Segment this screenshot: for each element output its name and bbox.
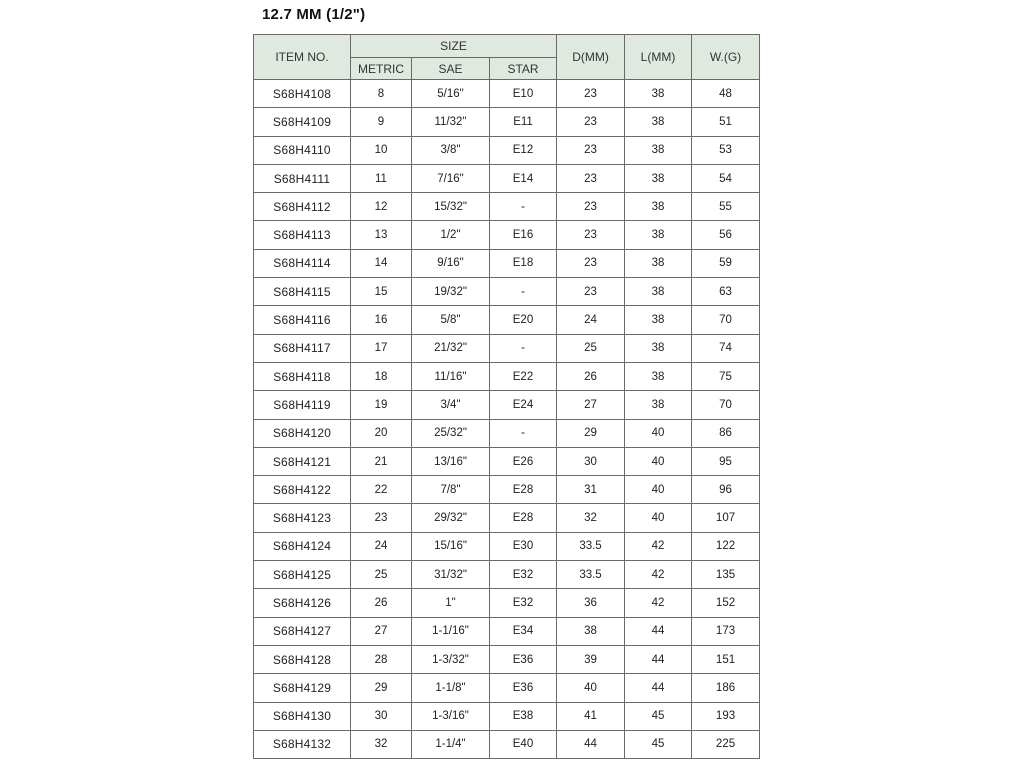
metric-cell: 15 bbox=[351, 278, 412, 306]
star-cell: E24 bbox=[490, 391, 557, 419]
sae-cell: 11/16" bbox=[412, 362, 490, 390]
table-row bbox=[254, 504, 760, 532]
l-mm-cell: 40 bbox=[625, 476, 692, 504]
table-row bbox=[254, 561, 760, 589]
sae-cell: 9/16" bbox=[412, 249, 490, 277]
sae-cell: 3/4" bbox=[412, 391, 490, 419]
weight-cell: 193 bbox=[692, 702, 760, 730]
d-mm-cell: 39 bbox=[557, 645, 625, 673]
star-cell: E11 bbox=[490, 108, 557, 136]
l-mm-cell: 38 bbox=[625, 108, 692, 136]
table-row bbox=[254, 306, 760, 334]
metric-cell: 29 bbox=[351, 674, 412, 702]
table-row bbox=[254, 730, 760, 758]
item-no-cell: S68H4128 bbox=[254, 645, 351, 673]
star-cell: - bbox=[490, 278, 557, 306]
star-cell: - bbox=[490, 419, 557, 447]
metric-cell: 16 bbox=[351, 306, 412, 334]
l-mm-cell: 38 bbox=[625, 334, 692, 362]
d-mm-cell: 23 bbox=[557, 108, 625, 136]
d-mm-cell: 38 bbox=[557, 617, 625, 645]
l-mm-cell: 38 bbox=[625, 164, 692, 192]
l-mm-cell: 38 bbox=[625, 391, 692, 419]
sae-cell: 25/32" bbox=[412, 419, 490, 447]
l-mm-cell: 38 bbox=[625, 278, 692, 306]
sae-cell: 21/32" bbox=[412, 334, 490, 362]
metric-cell: 9 bbox=[351, 108, 412, 136]
item-no-cell: S68H4116 bbox=[254, 306, 351, 334]
table-row bbox=[254, 193, 760, 221]
weight-cell: 59 bbox=[692, 249, 760, 277]
table-row bbox=[254, 617, 760, 645]
sae-cell: 15/32" bbox=[412, 193, 490, 221]
l-mm-cell: 42 bbox=[625, 561, 692, 589]
l-mm-cell: 45 bbox=[625, 702, 692, 730]
item-no-cell: S68H4129 bbox=[254, 674, 351, 702]
d-mm-cell: 30 bbox=[557, 447, 625, 475]
header-l-mm: L(MM) bbox=[625, 35, 692, 80]
table-row bbox=[254, 419, 760, 447]
star-cell: E28 bbox=[490, 504, 557, 532]
sae-cell: 7/16" bbox=[412, 164, 490, 192]
l-mm-cell: 40 bbox=[625, 504, 692, 532]
l-mm-cell: 44 bbox=[625, 645, 692, 673]
d-mm-cell: 23 bbox=[557, 136, 625, 164]
star-cell: E36 bbox=[490, 645, 557, 673]
d-mm-cell: 41 bbox=[557, 702, 625, 730]
star-cell: E16 bbox=[490, 221, 557, 249]
metric-cell: 12 bbox=[351, 193, 412, 221]
table-row bbox=[254, 80, 760, 108]
table-row bbox=[254, 476, 760, 504]
weight-cell: 74 bbox=[692, 334, 760, 362]
table-header bbox=[254, 35, 760, 80]
sae-cell: 19/32" bbox=[412, 278, 490, 306]
table-row bbox=[254, 221, 760, 249]
item-no-cell: S68H4108 bbox=[254, 80, 351, 108]
d-mm-cell: 23 bbox=[557, 164, 625, 192]
table-row bbox=[254, 645, 760, 673]
item-no-cell: S68H4130 bbox=[254, 702, 351, 730]
sae-cell: 1-3/32" bbox=[412, 645, 490, 673]
sae-cell: 1-1/16" bbox=[412, 617, 490, 645]
item-no-cell: S68H4112 bbox=[254, 193, 351, 221]
star-cell: E14 bbox=[490, 164, 557, 192]
weight-cell: 135 bbox=[692, 561, 760, 589]
star-cell: E10 bbox=[490, 80, 557, 108]
l-mm-cell: 38 bbox=[625, 193, 692, 221]
item-no-cell: S68H4111 bbox=[254, 164, 351, 192]
star-cell: E22 bbox=[490, 362, 557, 390]
table-row bbox=[254, 702, 760, 730]
weight-cell: 152 bbox=[692, 589, 760, 617]
weight-cell: 122 bbox=[692, 532, 760, 560]
item-no-cell: S68H4109 bbox=[254, 108, 351, 136]
l-mm-cell: 38 bbox=[625, 362, 692, 390]
sae-cell: 1" bbox=[412, 589, 490, 617]
table-row bbox=[254, 136, 760, 164]
sae-cell: 1-1/8" bbox=[412, 674, 490, 702]
item-no-cell: S68H4120 bbox=[254, 419, 351, 447]
table-row bbox=[254, 164, 760, 192]
weight-cell: 107 bbox=[692, 504, 760, 532]
table-row bbox=[254, 532, 760, 560]
star-cell: E30 bbox=[490, 532, 557, 560]
d-mm-cell: 27 bbox=[557, 391, 625, 419]
d-mm-cell: 26 bbox=[557, 362, 625, 390]
d-mm-cell: 31 bbox=[557, 476, 625, 504]
star-cell: E36 bbox=[490, 674, 557, 702]
header-item-no: ITEM NO. bbox=[254, 35, 351, 80]
table-row bbox=[254, 362, 760, 390]
item-no-cell: S68H4113 bbox=[254, 221, 351, 249]
weight-cell: 151 bbox=[692, 645, 760, 673]
item-no-cell: S68H4117 bbox=[254, 334, 351, 362]
l-mm-cell: 44 bbox=[625, 674, 692, 702]
star-cell: E18 bbox=[490, 249, 557, 277]
star-cell: E20 bbox=[490, 306, 557, 334]
star-cell: - bbox=[490, 193, 557, 221]
d-mm-cell: 23 bbox=[557, 249, 625, 277]
header-sae: SAE bbox=[412, 58, 490, 80]
d-mm-cell: 40 bbox=[557, 674, 625, 702]
d-mm-cell: 44 bbox=[557, 730, 625, 758]
metric-cell: 24 bbox=[351, 532, 412, 560]
metric-cell: 17 bbox=[351, 334, 412, 362]
star-cell: E12 bbox=[490, 136, 557, 164]
weight-cell: 75 bbox=[692, 362, 760, 390]
l-mm-cell: 38 bbox=[625, 249, 692, 277]
weight-cell: 86 bbox=[692, 419, 760, 447]
item-no-cell: S68H4123 bbox=[254, 504, 351, 532]
star-cell: E38 bbox=[490, 702, 557, 730]
metric-cell: 11 bbox=[351, 164, 412, 192]
item-no-cell: S68H4119 bbox=[254, 391, 351, 419]
metric-cell: 25 bbox=[351, 561, 412, 589]
metric-cell: 21 bbox=[351, 447, 412, 475]
d-mm-cell: 23 bbox=[557, 193, 625, 221]
l-mm-cell: 42 bbox=[625, 532, 692, 560]
metric-cell: 22 bbox=[351, 476, 412, 504]
metric-cell: 10 bbox=[351, 136, 412, 164]
header-weight: W.(G) bbox=[692, 35, 760, 80]
metric-cell: 8 bbox=[351, 80, 412, 108]
item-no-cell: S68H4127 bbox=[254, 617, 351, 645]
weight-cell: 95 bbox=[692, 447, 760, 475]
metric-cell: 27 bbox=[351, 617, 412, 645]
item-no-cell: S68H4114 bbox=[254, 249, 351, 277]
weight-cell: 53 bbox=[692, 136, 760, 164]
d-mm-cell: 23 bbox=[557, 80, 625, 108]
weight-cell: 70 bbox=[692, 391, 760, 419]
metric-cell: 18 bbox=[351, 362, 412, 390]
table-body bbox=[254, 80, 760, 759]
sae-cell: 1/2" bbox=[412, 221, 490, 249]
metric-cell: 14 bbox=[351, 249, 412, 277]
table-row bbox=[254, 278, 760, 306]
metric-cell: 32 bbox=[351, 730, 412, 758]
star-cell: E40 bbox=[490, 730, 557, 758]
item-no-cell: S68H4125 bbox=[254, 561, 351, 589]
metric-cell: 13 bbox=[351, 221, 412, 249]
l-mm-cell: 38 bbox=[625, 136, 692, 164]
item-no-cell: S68H4122 bbox=[254, 476, 351, 504]
sae-cell: 31/32" bbox=[412, 561, 490, 589]
d-mm-cell: 23 bbox=[557, 221, 625, 249]
star-cell: E34 bbox=[490, 617, 557, 645]
item-no-cell: S68H4121 bbox=[254, 447, 351, 475]
table-row bbox=[254, 391, 760, 419]
star-cell: E32 bbox=[490, 561, 557, 589]
metric-cell: 19 bbox=[351, 391, 412, 419]
weight-cell: 173 bbox=[692, 617, 760, 645]
d-mm-cell: 24 bbox=[557, 306, 625, 334]
sae-cell: 13/16" bbox=[412, 447, 490, 475]
metric-cell: 30 bbox=[351, 702, 412, 730]
star-cell: E28 bbox=[490, 476, 557, 504]
table-row bbox=[254, 334, 760, 362]
sae-cell: 11/32" bbox=[412, 108, 490, 136]
weight-cell: 51 bbox=[692, 108, 760, 136]
d-mm-cell: 29 bbox=[557, 419, 625, 447]
spec-table bbox=[253, 34, 760, 759]
item-no-cell: S68H4110 bbox=[254, 136, 351, 164]
weight-cell: 225 bbox=[692, 730, 760, 758]
metric-cell: 20 bbox=[351, 419, 412, 447]
weight-cell: 54 bbox=[692, 164, 760, 192]
d-mm-cell: 32 bbox=[557, 504, 625, 532]
metric-cell: 26 bbox=[351, 589, 412, 617]
d-mm-cell: 25 bbox=[557, 334, 625, 362]
sae-cell: 5/16" bbox=[412, 80, 490, 108]
star-cell: E26 bbox=[490, 447, 557, 475]
table-row bbox=[254, 249, 760, 277]
sae-cell: 7/8" bbox=[412, 476, 490, 504]
d-mm-cell: 33.5 bbox=[557, 561, 625, 589]
weight-cell: 186 bbox=[692, 674, 760, 702]
page-title: 12.7 MM (1/2") bbox=[262, 6, 366, 23]
l-mm-cell: 38 bbox=[625, 221, 692, 249]
header-size: SIZE bbox=[351, 35, 557, 58]
weight-cell: 56 bbox=[692, 221, 760, 249]
l-mm-cell: 40 bbox=[625, 447, 692, 475]
table-row bbox=[254, 674, 760, 702]
weight-cell: 55 bbox=[692, 193, 760, 221]
l-mm-cell: 42 bbox=[625, 589, 692, 617]
header-d-mm: D(MM) bbox=[557, 35, 625, 80]
item-no-cell: S68H4118 bbox=[254, 362, 351, 390]
weight-cell: 96 bbox=[692, 476, 760, 504]
sae-cell: 3/8" bbox=[412, 136, 490, 164]
l-mm-cell: 45 bbox=[625, 730, 692, 758]
d-mm-cell: 23 bbox=[557, 278, 625, 306]
l-mm-cell: 40 bbox=[625, 419, 692, 447]
item-no-cell: S68H4124 bbox=[254, 532, 351, 560]
star-cell: E32 bbox=[490, 589, 557, 617]
d-mm-cell: 33.5 bbox=[557, 532, 625, 560]
header-metric: METRIC bbox=[351, 58, 412, 80]
sae-cell: 29/32" bbox=[412, 504, 490, 532]
metric-cell: 23 bbox=[351, 504, 412, 532]
d-mm-cell: 36 bbox=[557, 589, 625, 617]
weight-cell: 48 bbox=[692, 80, 760, 108]
sae-cell: 15/16" bbox=[412, 532, 490, 560]
l-mm-cell: 38 bbox=[625, 306, 692, 334]
item-no-cell: S68H4115 bbox=[254, 278, 351, 306]
l-mm-cell: 38 bbox=[625, 80, 692, 108]
header-star: STAR bbox=[490, 58, 557, 80]
sae-cell: 5/8" bbox=[412, 306, 490, 334]
item-no-cell: S68H4126 bbox=[254, 589, 351, 617]
weight-cell: 70 bbox=[692, 306, 760, 334]
sae-cell: 1-3/16" bbox=[412, 702, 490, 730]
metric-cell: 28 bbox=[351, 645, 412, 673]
table-row bbox=[254, 447, 760, 475]
l-mm-cell: 44 bbox=[625, 617, 692, 645]
table-row bbox=[254, 108, 760, 136]
star-cell: - bbox=[490, 334, 557, 362]
table-row bbox=[254, 589, 760, 617]
item-no-cell: S68H4132 bbox=[254, 730, 351, 758]
sae-cell: 1-1/4" bbox=[412, 730, 490, 758]
weight-cell: 63 bbox=[692, 278, 760, 306]
